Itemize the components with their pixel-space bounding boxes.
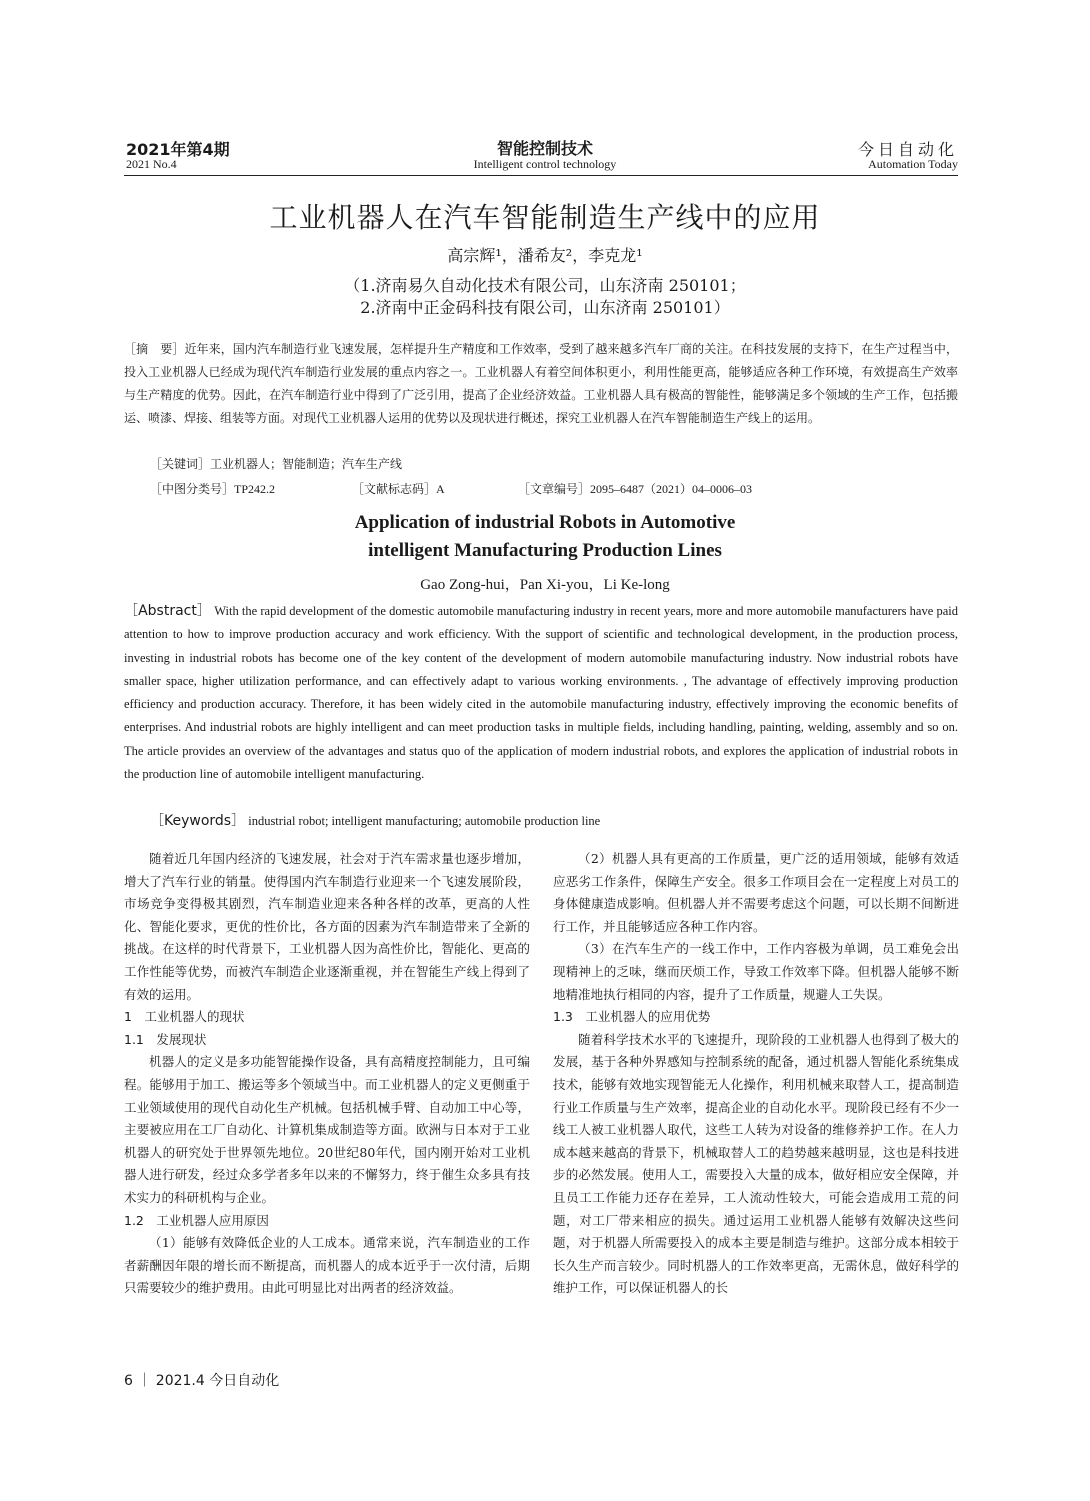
article-no-value: 2095–6487（2021）04–0006–03 — [590, 482, 753, 496]
article-no — [518, 480, 752, 497]
section-heading: 1 工业机器人的现状 — [124, 1009, 245, 1025]
subsection-heading: 1.1 发展现状 — [124, 1031, 207, 1047]
abstract-en-label: ［Abstract］ — [124, 603, 212, 619]
body-paragraph: （3）在汽车生产的一线工作中，工作内容极为单调，员工难免会出现精神上的乏味，继而厌烦工作，导致工作效率下降。但机器人能够不断地精准地执行相同的内容，提升了工作质量，规避人工失误。 — [553, 941, 959, 1002]
body-paragraph: 机器人的定义是多功能智能操作设备，具有高精度控制能力，且可编程。能够用于加工、搬运等多个领域当中。而工业机器人的定义更侧重于工业领域使用的现代自动化生产机械。包括机械手臂、自动加工中心等，主要被应用在工厂自动化、计算机集成制造等方面。欧洲与日本对于工业机器人的研究处于世界领先地位。20世纪80年代，国内刚开始对工业机器人进行研发，经过众多学者多年以来的不懈努力，终于催生众多具有技术实力的科研机构与企业。 — [124, 1054, 530, 1205]
paper-title-en-line-2: intelligent Manufacturing Production Lines — [368, 540, 722, 561]
keywords-cn-label: ［关键词］ — [150, 457, 211, 471]
keywords-en — [150, 810, 600, 830]
body-paragraph: （2）机器人具有更高的工作质量，更广泛的适用领域，能够有效适应恶劣工作条件，保障生产安全。很多工作项目会在一定程度上对员工的身体健康造成影响。但机器人并不需要考虑这个问题，可以长期不间断进行工作，并且能够适应各种工作内容。 — [553, 851, 959, 934]
keywords-cn-text: 工业机器人；智能制造；汽车生产线 — [210, 457, 403, 471]
abstract-en — [124, 600, 958, 786]
body-paragraph: （1）能够有效降低企业的人工成本。通常来说，汽车制造业的工作者薪酬因年限的增长而不断提高，而机器人的成本近乎于一次付清，后期只需要较少的维护费用。由此可明显比对出两者的经济效益。 — [124, 1235, 530, 1296]
header-rule — [124, 175, 958, 176]
clc-value: TP242.2 — [234, 482, 276, 496]
clc — [150, 480, 275, 497]
body-paragraph: 随着科学技术水平的飞速提升，现阶段的工业机器人也得到了极大的发展，基于各种外界感知与控制系统的配备，通过机器人智能化系统集成技术，能够有效地实现智能无人化操作，利用机械来取替人工，提高制造行业工作质量与生产效率，提高企业的自动化水平。现阶段已经有不少一线工人被工业机器人取代，这些工人转为对设备的维修养护工作。在人力成本越来越高的背景下，机械取替人工的趋势越来越明显，这也是科技进步的必然发展。使用人工，需要投入大量的成本，做好相应安全保障，并且员工工作能力还存在差异，工人流动性较大，可能会造成用工荒的问题，对工厂带来相应的损失。通过运用工业机器人能够有效解决这些问题，对于机器人所需要投入的成本主要是制造与维护。这部分成本相较于长久生产而言较少。同时机器人的工作效率更高，无需休息，做好科学的维护工作，可以保证机器人的长 — [553, 1031, 959, 1296]
doc-code-label: ［文献标志码］ — [352, 482, 437, 496]
doc-code-value: A — [436, 482, 445, 496]
keywords-cn — [150, 455, 402, 472]
subsection-heading: 1.3 工业机器人的应用优势 — [553, 1009, 711, 1025]
abstract-cn — [124, 338, 958, 430]
keywords-en-label: ［Keywords］ — [150, 813, 246, 829]
abstract-en-text: With the rapid development of the domestic automobile manufacturing industry in recent years, more and more automobile manufacturers have paid attention to how to improve production accuracy and work efficiency. With the support of scientific and technological development, in the production process, investing in industrial robots has become one of the key content of the development of modern automobile manufacturing industry. Now industrial robots have smaller space, higher utilization performance, and can effectively adapt to various working environments. , The advantage of effectively improving production efficiency and production accuracy. Therefore, it has been widely cited in the automobile manufacturing industry, effectively improving the economic benefits of enterprises. And industrial robots are highly intelligent and can meet production tasks in multiple fields, including handling, painting, welding, assembly and so on. The article provides an overview of the advantages and status quo of the application of modern industrial robots, and explores the application of industrial robots in the production line of automobile intelligent manufacturing. — [124, 604, 958, 782]
keywords-en-text: industrial robot; intelligent manufacturing; automobile production line — [248, 814, 601, 828]
body-column-left — [124, 848, 530, 1300]
journal-cn: 智能控制技术 — [496, 139, 593, 158]
abstract-cn-text: 近年来，国内汽车制造行业飞速发展，怎样提升生产精度和工作效率，受到了越来越多汽车厂商的关注。在科技发展的支持下，在生产过程当中，投入工业机器人已经成为现代汽车制造行业发展的重点内容之一。工业机器人有着空间体积更小，利用性能更高，能够适应各种工作环境，有效提高生产效率与生产精度的优势。因此，在汽车制造行业中得到了广泛引用，提高了企业经济效益。工业机器人具有极高的智能性，能够满足多个领域的生产工作，包括搬运、喷漆、焊接、组装等方面。对现代工业机器人运用的优势以及现状进行概述，探究工业机器人在汽车智能制造生产线上的运用。 — [124, 342, 958, 425]
affiliation-2: 2.济南中正金码科技有限公司，山东济南 250101） — [360, 298, 730, 317]
paper-title-cn: 工业机器人在汽车智能制造生产线中的应用 — [269, 201, 821, 234]
article-no-label: ［文章编号］ — [518, 482, 591, 496]
doc-code — [352, 480, 445, 497]
authors-cn: 高宗辉¹，潘希友²，李克龙¹ — [447, 246, 643, 265]
magazine-cn: 今日自动化 — [857, 140, 958, 159]
journal-en: Intelligent control technology — [473, 157, 617, 171]
body-column-right — [553, 848, 959, 1300]
abstract-cn-label: ［摘 要］ — [124, 342, 185, 356]
subsection-heading: 1.2 工业机器人应用原因 — [124, 1212, 269, 1228]
issue-cn: 2021年第4期 — [126, 140, 230, 159]
magazine-en: Automation Today — [868, 157, 958, 171]
issue-en: 2021 No.4 — [126, 157, 177, 171]
body-paragraph: 随着近几年国内经济的飞速发展，社会对于汽车需求量也逐步增加，增大了汽车行业的销量。使得国内汽车制造行业迎来一个飞速发展阶段，市场竞争变得极其剧烈，汽车制造业迎来各种各样的改革，更高的人性化、智能化要求，更优的性价比，各方面的因素为汽车制造带来了全新的挑战。在这样的时代背景下，工业机器人因为高性价比，智能化、更高的工作性能等优势，而被汽车制造企业逐渐重视，并在智能生产线上得到了有效的运用。 — [124, 851, 530, 1002]
paper-title-en-line-1: Application of industrial Robots in Automotive — [354, 512, 736, 533]
affiliation-1: （1.济南易久自动化技术有限公司，山东济南 250101； — [344, 276, 746, 295]
authors-en: Gao Zong-hui，Pan Xi-you，Li Ke-long — [420, 577, 670, 593]
page-footer: 6 ｜ 2021.4 今日自动化 — [124, 1373, 280, 1389]
clc-label: ［中图分类号］ — [150, 482, 235, 496]
